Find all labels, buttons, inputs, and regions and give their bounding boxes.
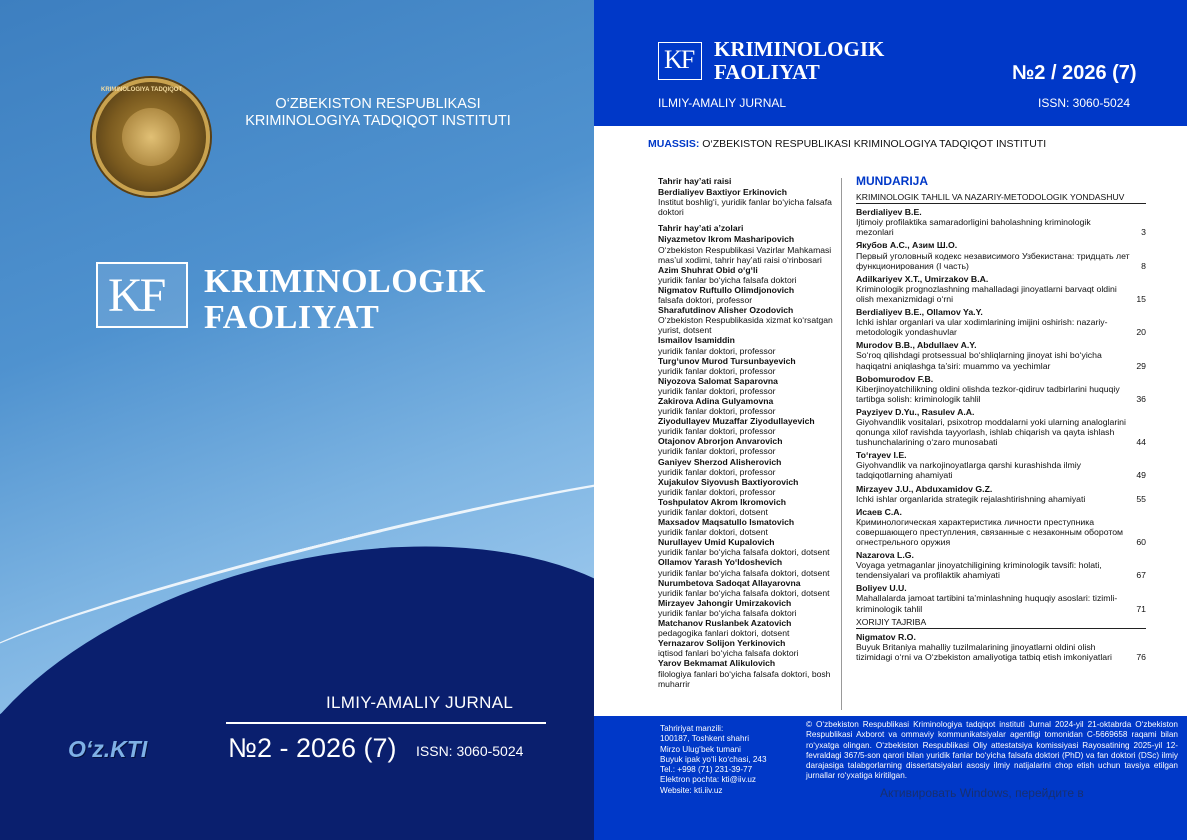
board-member	[658, 285, 836, 305]
page-header	[594, 0, 1187, 126]
board-member-role: yuridik fanlar bo‘yicha falsafa doktori, dotsent	[658, 567, 830, 578]
board-member	[658, 557, 836, 577]
board-member-name: Ziyodullayev Muzaffar Ziyodullayevich	[658, 416, 815, 427]
toc-entry-author: Исаев С.А.	[856, 506, 902, 517]
founder-line	[648, 138, 1046, 150]
board-member-name: Nigmatov Ruftullo Olimdjonovich	[658, 284, 795, 295]
header-title-line2: FAOLIYAT	[714, 60, 820, 84]
toc-entry-title: Криминологическая характеристика личности преступника совершающего преступления, связанные с незаконным оборотом огнестрельного оружия	[856, 516, 1124, 547]
board-member	[658, 618, 836, 638]
toc-entries	[856, 632, 1146, 662]
board-members-list	[658, 234, 836, 688]
board-member	[658, 638, 836, 658]
board-member	[658, 376, 836, 396]
toc-entry-page: 67	[1136, 570, 1146, 581]
legal-notice: © O‘zbekiston Respublikasi Kriminologiya tadqiqot instituti Jurnal 2024-yil 21-oktabrda O‘zbekiston Respublikasi Axborot va ommaviy kommunikatsiyalar agentligi tomonidan C-5669658 raqami bilan ro‘yxatga olingan. O‘zbekiston Respublikasi Oliy attestatsiya komissiyasi Rayosatining 2025-yil 12-fevraldagi 367/5-son qarori bilan yuridik fanlar bo‘yicha falsafa doktori (PhD) va fan doktori (DSc) ilmiy darajasiga talabgorlarning dissertatsiyalari asosiy ilmiy natijalarini chop etish uchun tavsiya etilgan jurnallar ro‘yxatiga kiritilgan.	[806, 720, 1178, 781]
board-member-role: yuridik fanlar doktori, professor	[658, 466, 776, 477]
board-member-name: Toshpulatov Akrom Ikromovich	[658, 496, 786, 507]
board-member	[658, 305, 836, 335]
institute-seal-icon	[92, 78, 210, 196]
board-member	[658, 457, 836, 477]
board-member-role: filologiya fanlari bo‘yicha falsafa doktori, bosh muharrir	[658, 668, 831, 689]
board-member-name: Sharafutdinov Alisher Ozodovich	[658, 305, 794, 316]
toc-entry-page: 76	[1136, 651, 1146, 662]
board-member-role: yuridik fanlar bo‘yicha falsafa doktori, dotsent	[658, 547, 830, 558]
board-member-name: Yarov Bekmamat Alikulovich	[658, 658, 776, 669]
kf-logo-icon	[658, 42, 702, 80]
cover-issn: ISSN: 3060-5024	[416, 743, 524, 759]
toc-entry-page: 49	[1136, 470, 1146, 481]
contents-page	[594, 0, 1187, 840]
toc-entry	[856, 274, 1146, 304]
header-issn: ISSN: 3060-5024	[1038, 96, 1131, 110]
board-member-name: Ismailov Isamiddin	[658, 335, 735, 346]
board-member-name: Azim Shuhrat Obid o‘g‘li	[658, 264, 758, 275]
toc-entry	[856, 207, 1146, 237]
cover-journal-type: ILMIY-AMALIY JURNAL	[326, 693, 514, 712]
board-member	[658, 598, 836, 618]
board-member-role: yuridik fanlar bo‘yicha falsafa doktori	[658, 274, 797, 285]
cover-logo-mark: KF	[108, 269, 164, 322]
toc-entry	[856, 407, 1146, 447]
editorial-board	[658, 176, 836, 689]
toc-entry	[856, 550, 1146, 580]
seal-emblem	[122, 108, 180, 166]
board-member	[658, 335, 836, 355]
header-journal-type: ILMIY-AMALIY JURNAL	[658, 96, 787, 110]
board-member-role: O‘zbekiston Respublikasi Vazirlar Mahkamasi mas’ul xodimi, tahrir hay’ati raisi o‘rinbosari	[658, 244, 832, 265]
board-member	[658, 234, 836, 264]
toc-entry-author: Berdialiyev B.E., Ollamov Ya.Y.	[856, 307, 983, 318]
board-member-role: yuridik fanlar doktori, professor	[658, 446, 776, 457]
board-chair-name: Berdialiyev Baxtiyor Erkinovich	[658, 187, 787, 198]
board-member	[658, 265, 836, 285]
board-member-name: Mirzayev Jahongir Umirzakovich	[658, 597, 792, 608]
board-member-role: falsafa doktori, professor	[658, 295, 753, 306]
board-member-role: yuridik fanlar doktori, professor	[658, 486, 776, 497]
toc-entry-title: So‘roq qilishdagi protsessual bo‘shliqlarning jinoyat ishi bo‘yicha haqiqatni aniqlashga ta’siri: muammo va yechimlar	[856, 350, 1102, 371]
board-member-role: iqtisod fanlari bo‘yicha falsafa doktori	[658, 648, 799, 659]
toc-title: MUNDARIJA	[856, 174, 928, 188]
board-chair-role: Institut boshlig‘i, yuridik fanlar bo‘yicha falsafa doktori	[658, 197, 832, 218]
header-issue: №2 / 2026 (7)	[1012, 62, 1137, 84]
toc-entry-author: Nigmatov R.O.	[856, 631, 916, 642]
address-line: Mirzo Ulug‘bek tumani	[660, 744, 741, 754]
board-member	[658, 477, 836, 497]
cover-divider	[226, 722, 546, 724]
header-title	[714, 38, 884, 84]
toc-entry-author: Murodov B.B., Abdullaev A.Y.	[856, 340, 977, 351]
board-member-role: yuridik fanlar doktori, dotsent	[658, 507, 768, 517]
seal-text: KRIMINOLOGIYA TADQIQOT	[101, 87, 183, 93]
board-member-role: O‘zbekiston Respublikasida xizmat ko‘rsatgan yurist, dotsent	[658, 315, 833, 336]
toc-entry	[856, 507, 1146, 547]
toc-entry-page: 55	[1136, 493, 1146, 504]
toc-entry-page: 3	[1141, 227, 1146, 238]
toc-entry-author: Якубов А.С., Азим Ш.О.	[856, 240, 958, 251]
founder-label: MUASSIS:	[648, 138, 700, 150]
toc-entry-author: Berdialiyev B.E.	[856, 207, 922, 218]
toc-section-heading: XORIJIY TAJRIBA	[856, 617, 1146, 629]
board-member-name: Zakirova Adina Gulyamovna	[658, 395, 774, 406]
board-member-name: Nurumbetova Sadoqat Allayarovna	[658, 577, 801, 588]
board-member-role: yuridik fanlar doktori, professor	[658, 365, 776, 376]
cover-title-line2: FAOLIYAT	[204, 299, 380, 336]
board-member-role: yuridik fanlar doktori, professor	[658, 385, 776, 396]
board-chair-label: Tahrir hay’ati raisi	[658, 176, 732, 186]
cover-issue: №2 - 2026 (7)	[228, 733, 397, 763]
address-line: Elektron pochta: kti@iiv.uz	[660, 775, 756, 785]
cover-title	[204, 264, 486, 336]
board-member-role: yuridik fanlar doktori, professor	[658, 345, 776, 356]
board-member-role: yuridik fanlar bo‘yicha falsafa doktori, dotsent	[658, 587, 830, 598]
address-line: Tel.: +998 (71) 231-39-77	[660, 765, 753, 775]
toc-entry-author: Payziyev D.Yu., Rasulev A.A.	[856, 406, 975, 417]
toc-entry	[856, 450, 1146, 480]
toc-entry-title: Ijtimoiy profilaktika samaradorligini baholashning kriminologik mezonlari	[856, 217, 1091, 238]
header-logo-mark: KF	[664, 45, 694, 74]
toc-entry	[856, 484, 1146, 504]
toc-entry	[856, 307, 1146, 337]
toc-entry-title: Giyohvandlik va narkojinoyatlarga qarshi kurashishda ilmiy tadqiqotlarning ahamiyati	[856, 460, 1082, 481]
toc-entry	[856, 240, 1146, 270]
board-member-role: pedagogika fanlari doktori, dotsent	[658, 628, 790, 639]
toc-section-heading: KRIMINOLOGIK TAHLIL VA NAZARIY-METODOLOGIK YONDASHUV	[856, 192, 1146, 204]
board-member	[658, 436, 836, 456]
windows-activation-watermark: Активировать Windows, перейдите в	[880, 786, 1084, 800]
address-line: Website: kti.iiv.uz	[660, 785, 723, 795]
address-line: Buyuk ipak yo‘li ko‘chasi, 243	[660, 754, 767, 764]
address-line: 100187, Toshkent shahri	[660, 734, 750, 744]
toc-entry-page: 36	[1136, 393, 1146, 404]
cover-title-line1: KRIMINOLOGIK	[204, 263, 486, 300]
toc-entry	[856, 583, 1146, 613]
toc-entry-author: Boliyev U.U.	[856, 583, 907, 594]
board-member-role: yuridik fanlar bo‘yicha falsafa doktori	[658, 607, 797, 618]
header-title-line1: KRIMINOLOGIK	[714, 37, 885, 61]
board-member	[658, 416, 836, 436]
board-member	[658, 517, 836, 537]
toc-entry-title: Mahallalarda jamoat tartibini ta’minlashning huquqiy asoslari: tizimli-kriminologik tahlil	[856, 593, 1118, 614]
page-footer	[594, 716, 1187, 840]
toc-entry	[856, 340, 1146, 370]
toc-entry-title: Первый уголовный кодекс независимого Узбекистана: тридцать лет функционирования (I часть)	[856, 250, 1130, 271]
toc-entry-page: 8	[1141, 260, 1146, 271]
toc-entry-author: Adilkariyev X.T., Umirzakov B.A.	[856, 273, 989, 284]
toc-entry-author: To‘rayev I.E.	[856, 450, 907, 461]
board-member-name: Matchanov Ruslanbek Azatovich	[658, 618, 792, 629]
address-line: Tahririyat manzili:	[660, 724, 724, 733]
toc-entry-page: 20	[1136, 327, 1146, 338]
board-member-name: Ganiyev Sherzod Alisherovich	[658, 456, 782, 467]
board-member	[658, 497, 836, 517]
toc-entry	[856, 632, 1146, 662]
toc-entry-author: Nazarova L.G.	[856, 550, 914, 561]
toc-entry-title: Buyuk Britaniya mahalliy tuzilmalarining jinoyatlarni oldini olish tizimidagi o‘rni va O‘zbekiston amaliyotiga tatbiq etish imkoniyatlari	[856, 641, 1112, 662]
board-member	[658, 396, 836, 416]
toc-entry-page: 29	[1136, 360, 1146, 371]
toc-entries	[856, 207, 1146, 613]
toc-entry-author: Bobomurodov F.B.	[856, 373, 934, 384]
toc-entry-page: 71	[1136, 603, 1146, 614]
board-member	[658, 356, 836, 376]
board-member-name: Niyozova Salomat Saparovna	[658, 375, 778, 386]
toc-entry-title: Kiberjinoyatchilikning oldini olishda tezkor-qidiruv tadbirlarini huquqiy tartibga solish: kriminologik tahlil	[856, 383, 1120, 404]
toc-entry-title: Ichki ishlar organlarida strategik rejalashtirishning ahamiyati	[856, 493, 1086, 504]
board-member-name: Otajonov Abrorjon Anvarovich	[658, 436, 783, 447]
kti-logo: O‘z.KTI	[68, 736, 148, 762]
board-member-name: Yernazarov Solijon Yerkinovich	[658, 638, 786, 649]
column-divider	[841, 178, 842, 710]
toc-entry-title: Voyaga yetmaganlar jinoyatchiligining kriminologik tavsifi: holati, tendensiyalari va profilaktik ahamiyati	[856, 560, 1102, 581]
table-of-contents	[856, 176, 1146, 665]
cover-institute	[228, 96, 528, 130]
toc-entry-page: 15	[1136, 293, 1146, 304]
board-member-name: Niyazmetov Ikrom Masharipovich	[658, 234, 795, 245]
board-member	[658, 658, 836, 688]
toc-entry-title: Kriminologik prognozlashning mahalladagi jinoyatlarni barvaqt oldini olish mexanizmidagi o‘rni	[856, 283, 1117, 304]
toc-entry-page: 60	[1136, 537, 1146, 547]
cover-institute-line2: KRIMINOLOGIYA TADQIQOT INSTITUTI	[245, 113, 511, 129]
board-members-label: Tahrir hay’ati a’zolari	[658, 223, 744, 234]
board-member-name: Maxsadov Maqsatullo Ismatovich	[658, 517, 795, 528]
board-member-name: Nurullayev Umid Kupalovich	[658, 537, 775, 548]
toc-entry-author: Mirzayev J.U., Abduxamidov G.Z.	[856, 483, 993, 494]
board-member-name: Turg‘unov Murod Tursunbayevich	[658, 355, 796, 366]
board-member-role: yuridik fanlar doktori, professor	[658, 406, 776, 417]
board-member-role: yuridik fanlar doktori, dotsent	[658, 527, 768, 538]
editorial-address	[660, 724, 800, 796]
board-member-name: Xujakulov Siyovush Baxtiyorovich	[658, 476, 799, 487]
kf-logo-icon	[96, 262, 188, 328]
toc-entry-title: Ichki ishlar organlari va ular xodimlarining imijini oshirish: nazariy-metodologik yondashuvlar	[856, 317, 1108, 338]
toc-entry	[856, 374, 1146, 404]
board-member-name: Ollamov Yarash Yo‘ldoshevich	[658, 557, 783, 568]
board-member	[658, 537, 836, 557]
cover-institute-line1: O‘ZBEKISTON RESPUBLIKASI	[275, 96, 481, 112]
founder-text: O‘ZBEKISTON RESPUBLIKASI KRIMINOLOGIYA TADQIQOT INSTITUTI	[702, 138, 1047, 150]
toc-entry-title: Giyohvandlik vositalari, psixotrop moddalarni yoki ularning analoglarini qonunga xilof ravishda tayyorlash, ishlab chiqarish va qayta ishlash tushunchalarining o‘zaro munosabati	[856, 416, 1126, 448]
toc-entry-page: 44	[1136, 437, 1146, 448]
board-member	[658, 578, 836, 598]
board-member-role: yuridik fanlar doktori, professor	[658, 426, 776, 437]
